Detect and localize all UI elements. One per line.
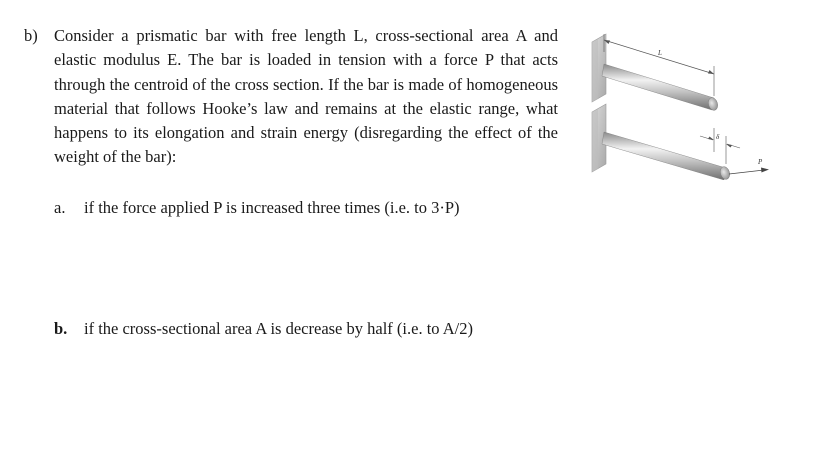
question-text: Consider a prismatic bar with free length L, cross-sectional area A and elastic modulus E. The bar is loaded in tension with a force P that acts through the centroid of the cross section. If the bar is made of homogeneous material that follows Hooke’s law and remains at the elastic range, what happens to its elongation and strain energy (disregarding the effect of the weight of the bar): [54, 26, 558, 167]
length-label: L [658, 49, 662, 57]
question-block [24, 24, 558, 170]
force-arrow [729, 168, 769, 175]
part-b-marker: b. [54, 319, 68, 338]
elongation-dimension [700, 128, 740, 164]
part-b [54, 318, 473, 340]
part-b-text: if the cross-sectional area A is decrease by half (i.e. to A/2) [84, 319, 473, 338]
bar-figure [588, 28, 774, 180]
question-label: b) [24, 26, 38, 45]
part-a [54, 197, 460, 219]
top-rod [602, 64, 719, 112]
part-a-marker: a. [54, 198, 66, 217]
elongation-label: δ [716, 133, 720, 141]
part-a-text: if the force applied P is increased three times (i.e. to 3·P) [84, 198, 460, 217]
force-label: P [758, 158, 763, 166]
